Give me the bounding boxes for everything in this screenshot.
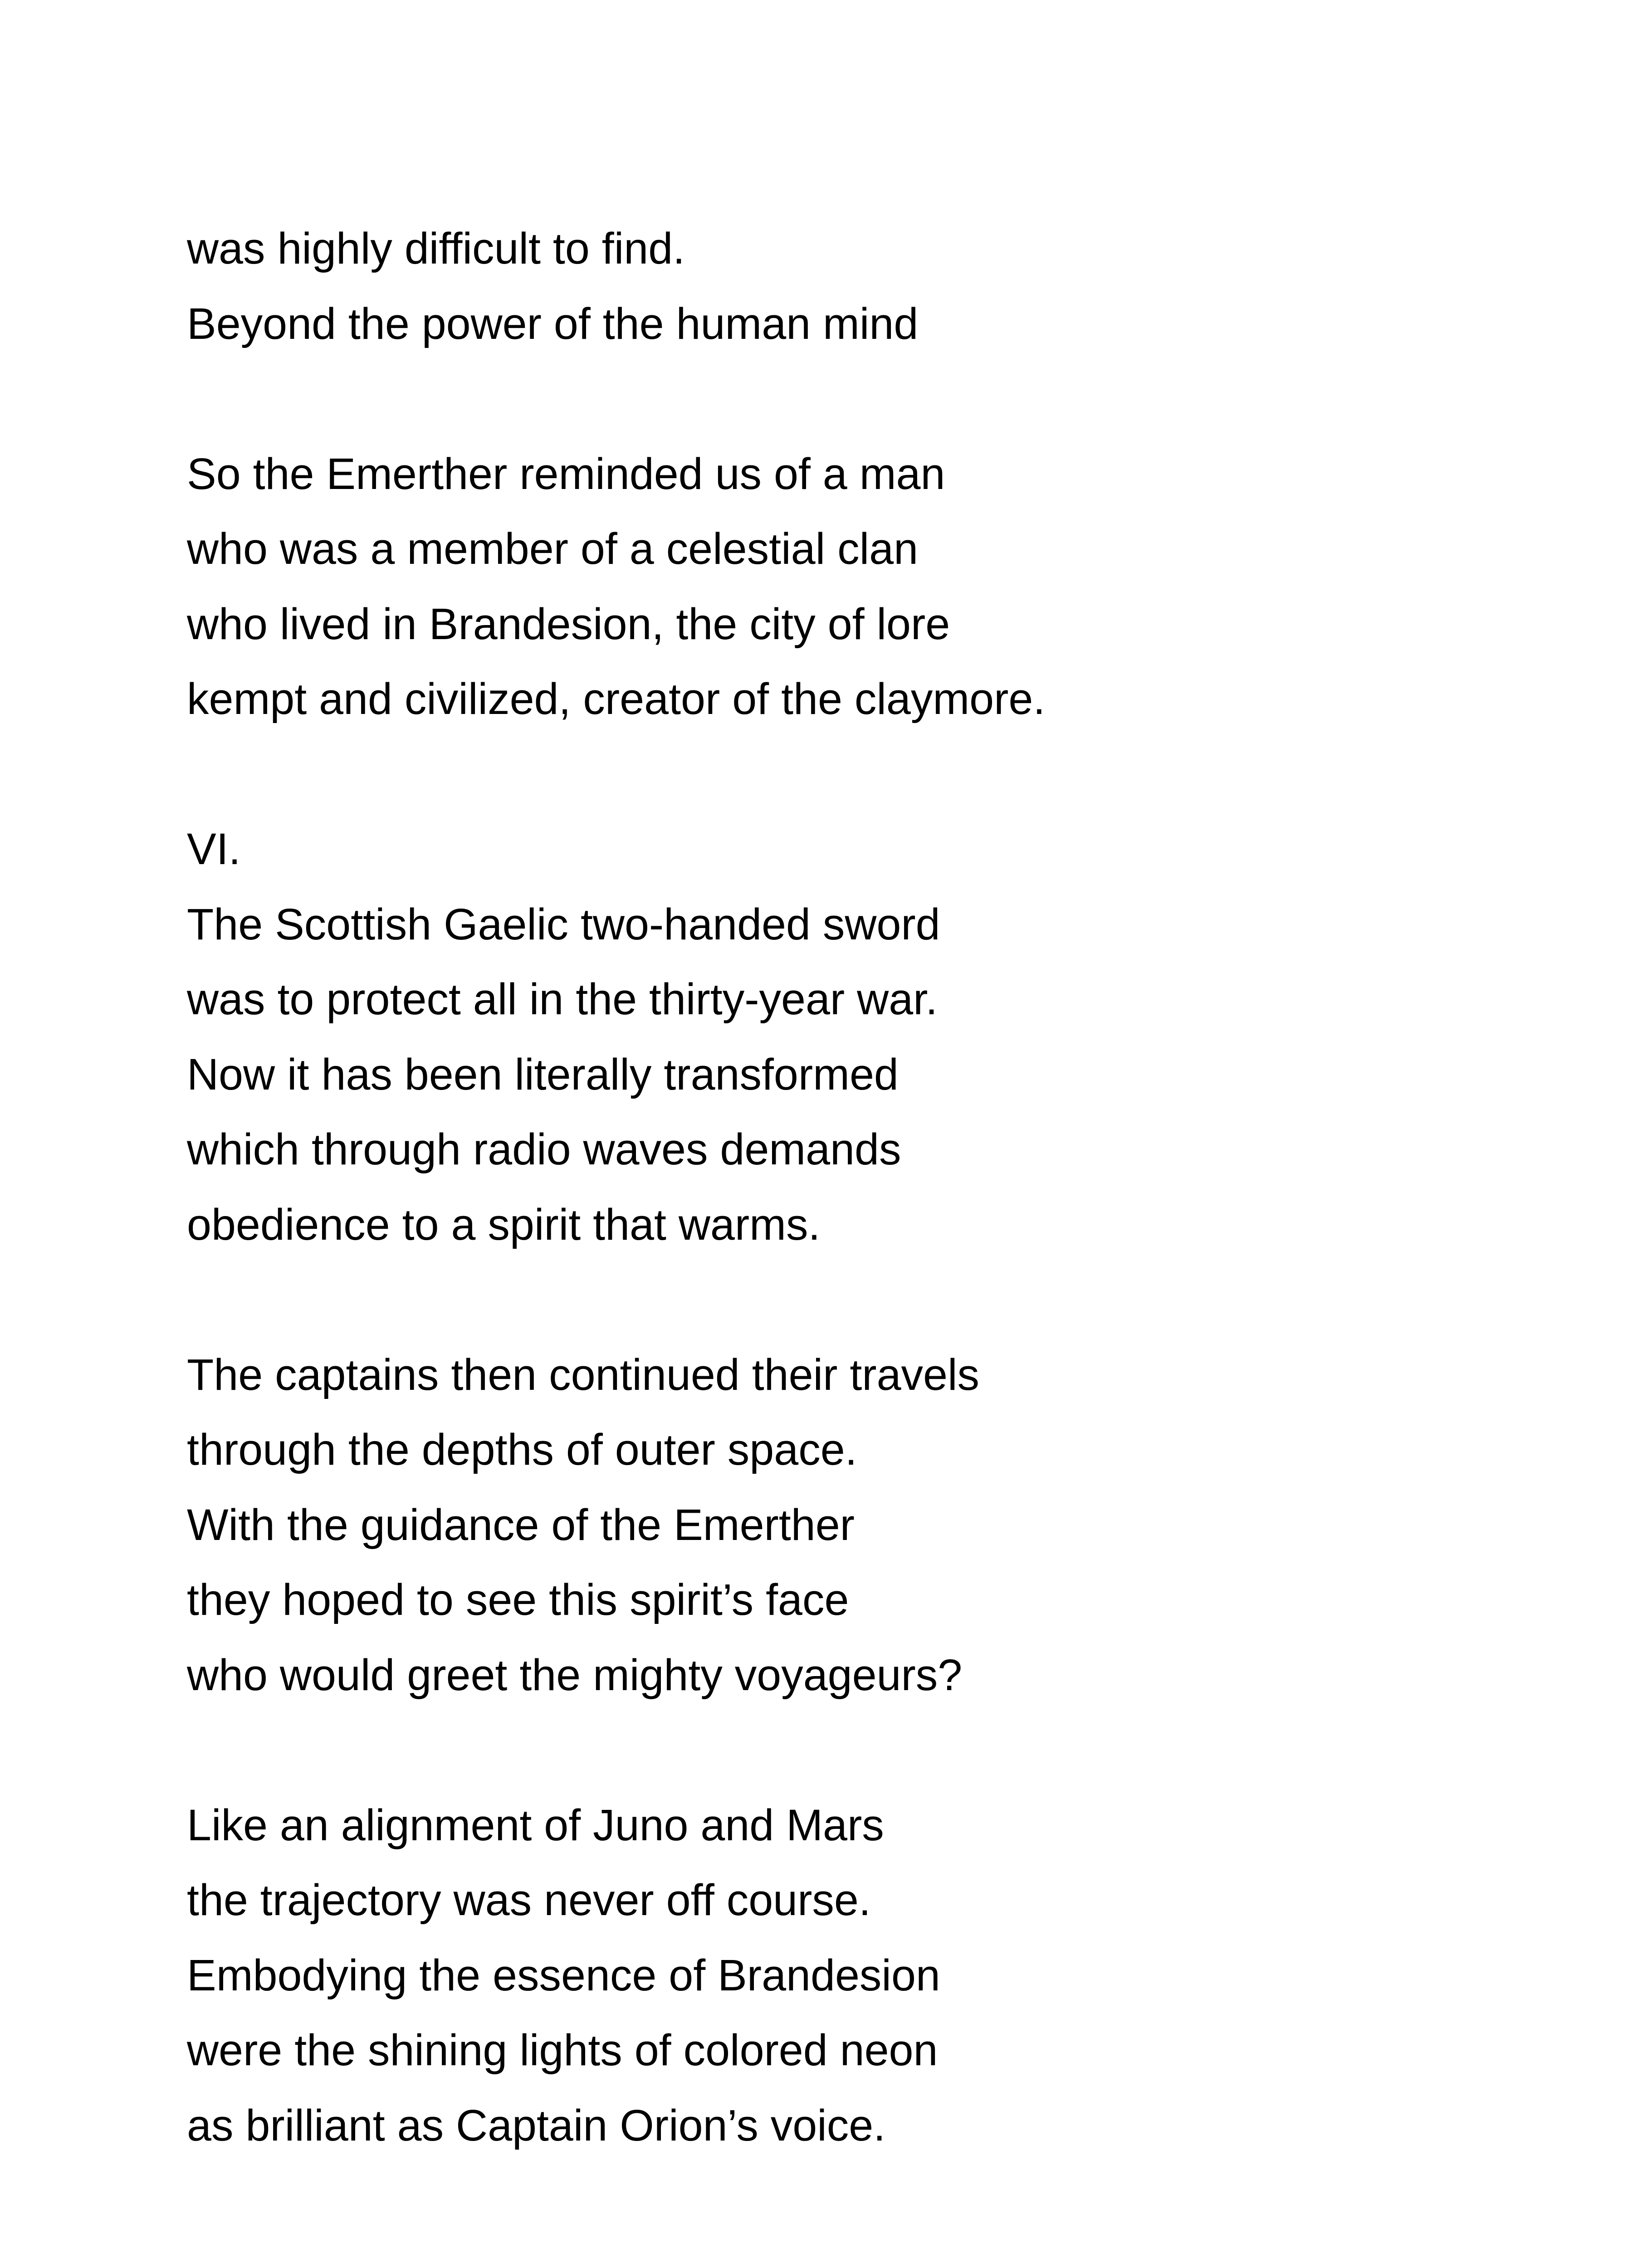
poem-line: The captains then continued their travels [187, 1349, 980, 1399]
poem-line: kempt and civilized, creator of the claymore. [187, 674, 1046, 723]
poem-line: Now it has been literally transformed [187, 1049, 899, 1099]
poem-line: was highly difficult to find. [187, 224, 685, 273]
poem-line: So the Emerther reminded us of a man [187, 449, 945, 499]
poem-line: as brilliant as Captain Orion’s voice. [187, 2100, 886, 2150]
poem-line: With the guidance of the Emerther [187, 1500, 855, 1549]
poem-line: which through radio waves demands [187, 1124, 901, 1174]
stanza [187, 1788, 1548, 2163]
poem-line: the trajectory was never off course. [187, 1875, 871, 1925]
poem-line: The Scottish Gaelic two-handed sword [187, 899, 940, 949]
poem-line: were the shining lights of colored neon [187, 2025, 938, 2075]
stanza-break [187, 361, 1548, 436]
stanza-break [187, 1712, 1548, 1788]
poem-line: was to protect all in the thirty-year war. [187, 974, 938, 1024]
poem-line: through the depths of outer space. [187, 1425, 857, 1474]
section-heading: VI. [187, 824, 241, 874]
poem-line: obedience to a spirit that warms. [187, 1199, 821, 1249]
poem-line: Beyond the power of the human mind [187, 298, 919, 348]
stanza [187, 436, 1548, 737]
stanza-break [187, 737, 1548, 812]
poem-line: Like an alignment of Juno and Mars [187, 1800, 884, 1850]
poem-line: they hoped to see this spirit’s face [187, 1575, 849, 1624]
poem-line: who would greet the mighty voyageurs? [187, 1650, 963, 1700]
stanza [187, 211, 1548, 361]
poem-line: who lived in Brandesion, the city of lore [187, 599, 950, 649]
stanza-break [187, 1262, 1548, 1337]
poem-body [187, 211, 1548, 2163]
stanza [187, 811, 1548, 1262]
poem-line: who was a member of a celestial clan [187, 524, 919, 573]
poem-line: Embodying the essence of Brandesion [187, 1950, 940, 2000]
stanza [187, 1337, 1548, 1713]
